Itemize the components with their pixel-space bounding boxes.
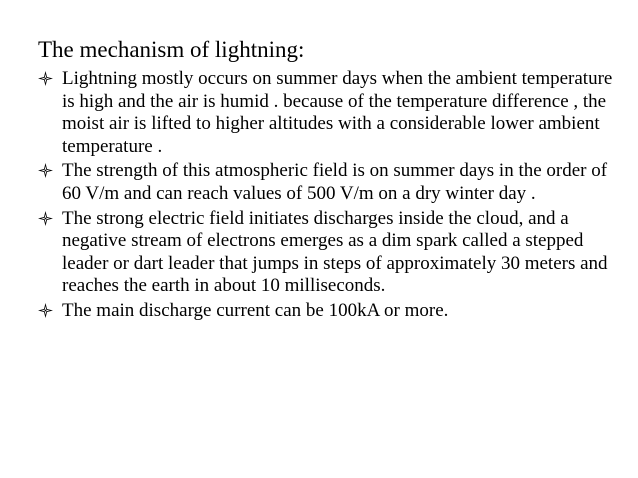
diamond-bullet-icon: [38, 163, 53, 178]
diamond-bullet-icon: [38, 71, 53, 86]
slide-title: The mechanism of lightning:: [38, 37, 305, 62]
bullet-item: [38, 300, 628, 323]
bullet-item: [38, 208, 628, 298]
bullet-text: The strong electric field initiates discharges inside the cloud, and a negative stream of electrons emerges as a dim spark called a stepped leader or dart leader that jumps in steps of approximately 30 meters and reaches the earth in about 10 milliseconds.: [62, 207, 608, 297]
bullet-text: Lightning mostly occurs on summer days when the ambient temperature is high and the air is humid . because of the temperature difference , the moist air is lifted to higher altitudes with a considerable lower ambient temperature .: [62, 68, 613, 157]
bullet-item: [38, 68, 628, 158]
diamond-bullet-icon: [38, 303, 53, 318]
diamond-bullet-icon: [38, 211, 53, 226]
bullet-text: The strength of this atmospheric field is on summer days in the order of 60 V/m and can reach values of 500 V/m on a dry winter day .: [62, 160, 608, 204]
bullet-text: The main discharge current can be 100kA or more.: [62, 299, 449, 321]
bullet-list: [38, 68, 628, 325]
bullet-item: [38, 160, 628, 205]
